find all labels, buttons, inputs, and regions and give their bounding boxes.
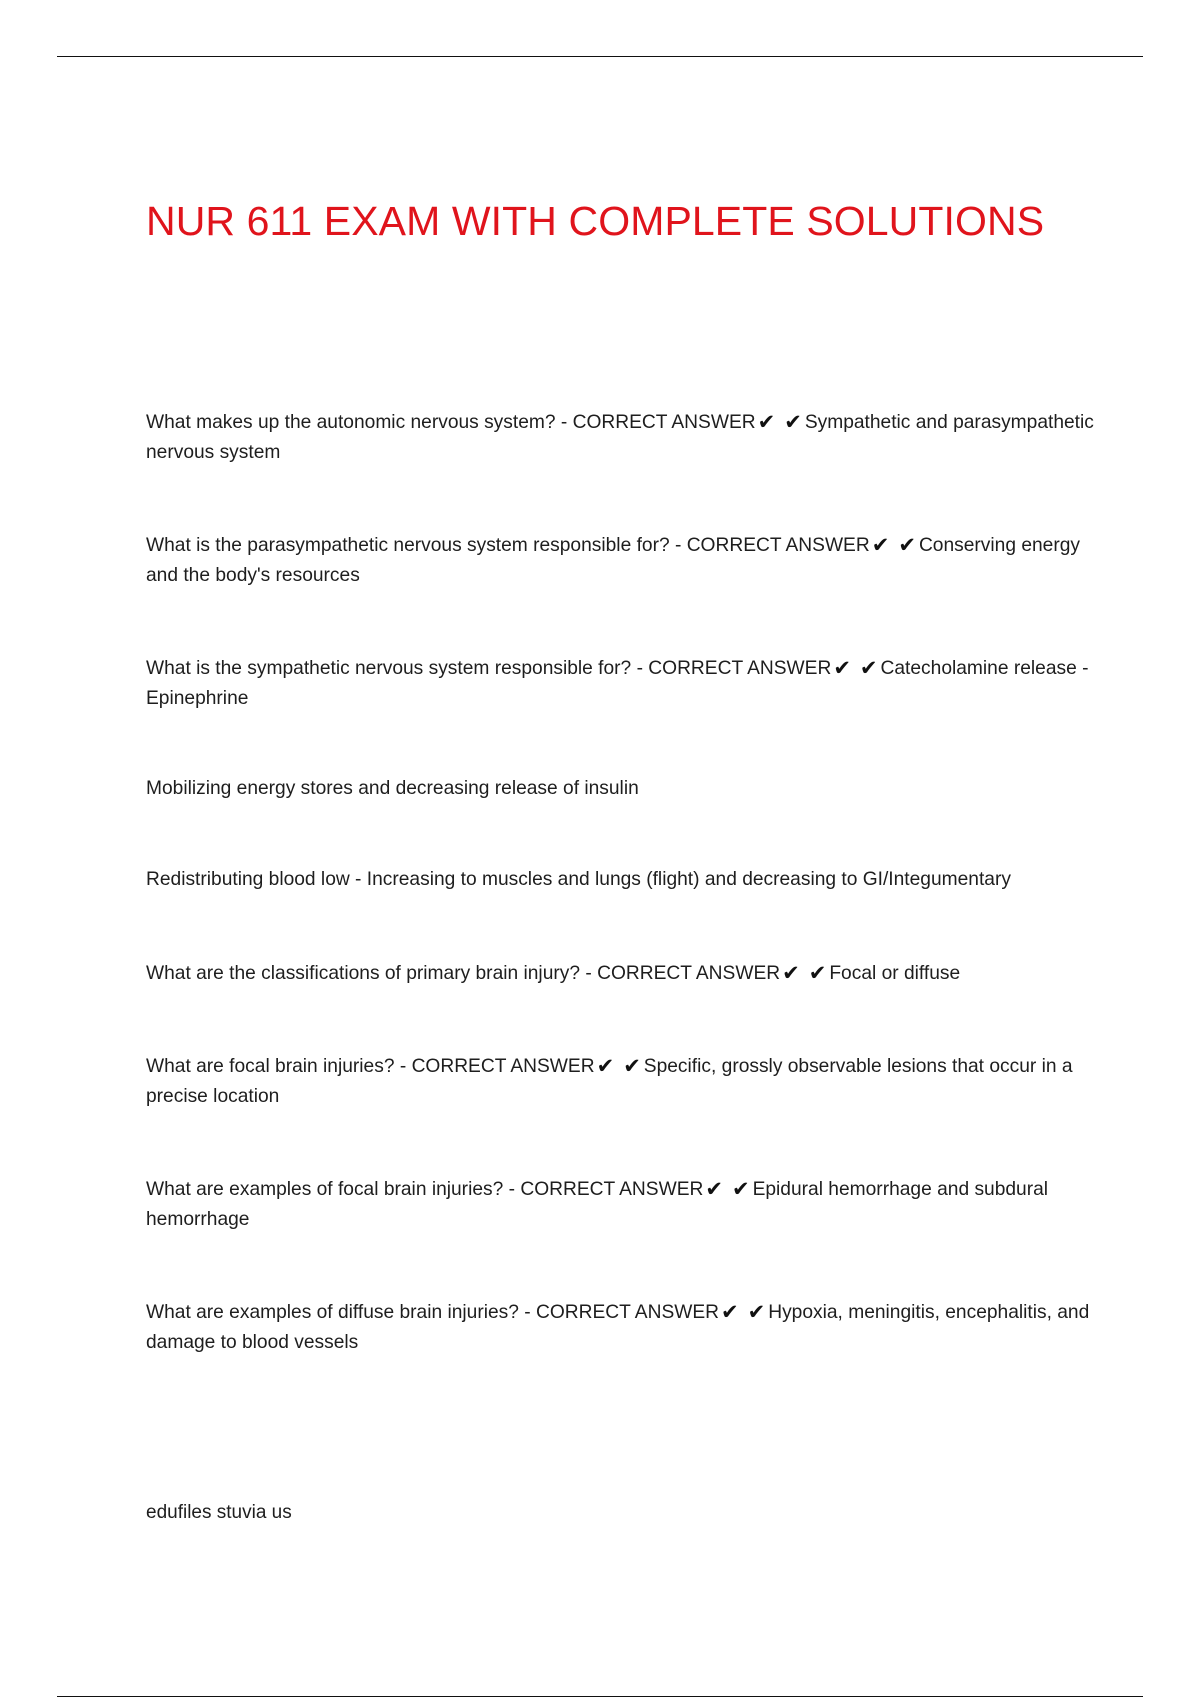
qa-entry: What is the sympathetic nervous system responsible for? - CORRECT ANSWER✔ ✔ Catecholamine release - Epinephrine: [146, 656, 1089, 709]
answer-text: Focal or diffuse: [829, 963, 961, 984]
answer-marker: CORRECT ANSWER: [597, 963, 781, 984]
check-icon: ✔: [747, 1300, 766, 1324]
check-icon: ✔: [808, 961, 827, 985]
check-icon: ✔: [623, 1054, 641, 1078]
answer-text: Epidural hemorrhage and subdural hemorrhage: [146, 1179, 1049, 1230]
document-title: NUR 611 EXAM WITH COMPLETE SOLUTIONS: [146, 198, 1045, 244]
qa-entry: What is the parasympathetic nervous system responsible for? - CORRECT ANSWER✔ ✔ Conserving energy and the body's resources: [146, 533, 1080, 586]
check-icon: ✔: [784, 410, 802, 434]
answer-text: Sympathetic and parasympathetic nervous system: [146, 412, 1094, 463]
answer-marker: CORRECT ANSWER: [411, 1056, 595, 1077]
answer-text: Conserving energy and the body's resources: [146, 535, 1080, 586]
qa-entry: What are the classifications of primary brain injury? - CORRECT ANSWER✔ ✔ Focal or diffuse: [146, 961, 961, 985]
check-icon: ✔: [898, 533, 916, 557]
check-icon: ✔: [757, 410, 776, 434]
check-icon: ✔: [731, 1177, 750, 1201]
question-text: What is the sympathetic nervous system responsible for?: [146, 658, 632, 679]
answer-marker: CORRECT ANSWER: [648, 658, 832, 679]
qa-entry: What are examples of diffuse brain injuries? - CORRECT ANSWER✔ ✔ Hypoxia, meningitis, encephalitis, and damage to blood vessels: [146, 1300, 1090, 1353]
answer-marker: CORRECT ANSWER: [520, 1179, 704, 1200]
answer-marker: CORRECT ANSWER: [536, 1302, 720, 1323]
note-line: Redistributing blood low - Increasing to muscles and lungs (flight) and decreasing to GI/Integumentary: [146, 869, 1011, 890]
footer-text: edufiles stuvia us: [146, 1502, 292, 1523]
answer-text: Catecholamine release - Epinephrine: [146, 658, 1089, 709]
check-icon: ✔: [721, 1300, 739, 1324]
check-icon: ✔: [859, 656, 878, 680]
qa-entry: What are examples of focal brain injuries? - CORRECT ANSWER✔ ✔ Epidural hemorrhage and subdural hemorrhage: [146, 1177, 1049, 1230]
question-text: What are focal brain injuries?: [146, 1056, 395, 1077]
question-text: What are the classifications of primary brain injury?: [146, 963, 581, 984]
question-text: What makes up the autonomic nervous system?: [146, 412, 556, 433]
note-line: Mobilizing energy stores and decreasing release of insulin: [146, 778, 639, 799]
check-icon: ✔: [782, 961, 800, 985]
answer-text: Specific, grossly observable lesions that occur in a precise location: [146, 1056, 1073, 1107]
qa-entry: What makes up the autonomic nervous system? - CORRECT ANSWER✔ ✔ Sympathetic and parasympathetic nervous system: [146, 410, 1094, 463]
answer-marker: CORRECT ANSWER: [572, 412, 756, 433]
check-icon: ✔: [833, 656, 851, 680]
answer-marker: CORRECT ANSWER: [686, 535, 870, 556]
check-icon: ✔: [596, 1054, 615, 1078]
qa-entry: What are focal brain injuries? - CORRECT ANSWER✔ ✔ Specific, grossly observable lesions that occur in a precise location: [146, 1054, 1073, 1107]
check-icon: ✔: [705, 1177, 723, 1201]
question-text: What is the parasympathetic nervous system responsible for?: [146, 535, 670, 556]
question-text: What are examples of focal brain injuries?: [146, 1179, 504, 1200]
bottom-rule: [57, 1696, 1143, 1697]
answer-text: Hypoxia, meningitis, encephalitis, and damage to blood vessels: [146, 1302, 1090, 1353]
top-rule: [57, 56, 1143, 57]
question-text: What are examples of diffuse brain injuries?: [146, 1302, 519, 1323]
check-icon: ✔: [871, 533, 890, 557]
